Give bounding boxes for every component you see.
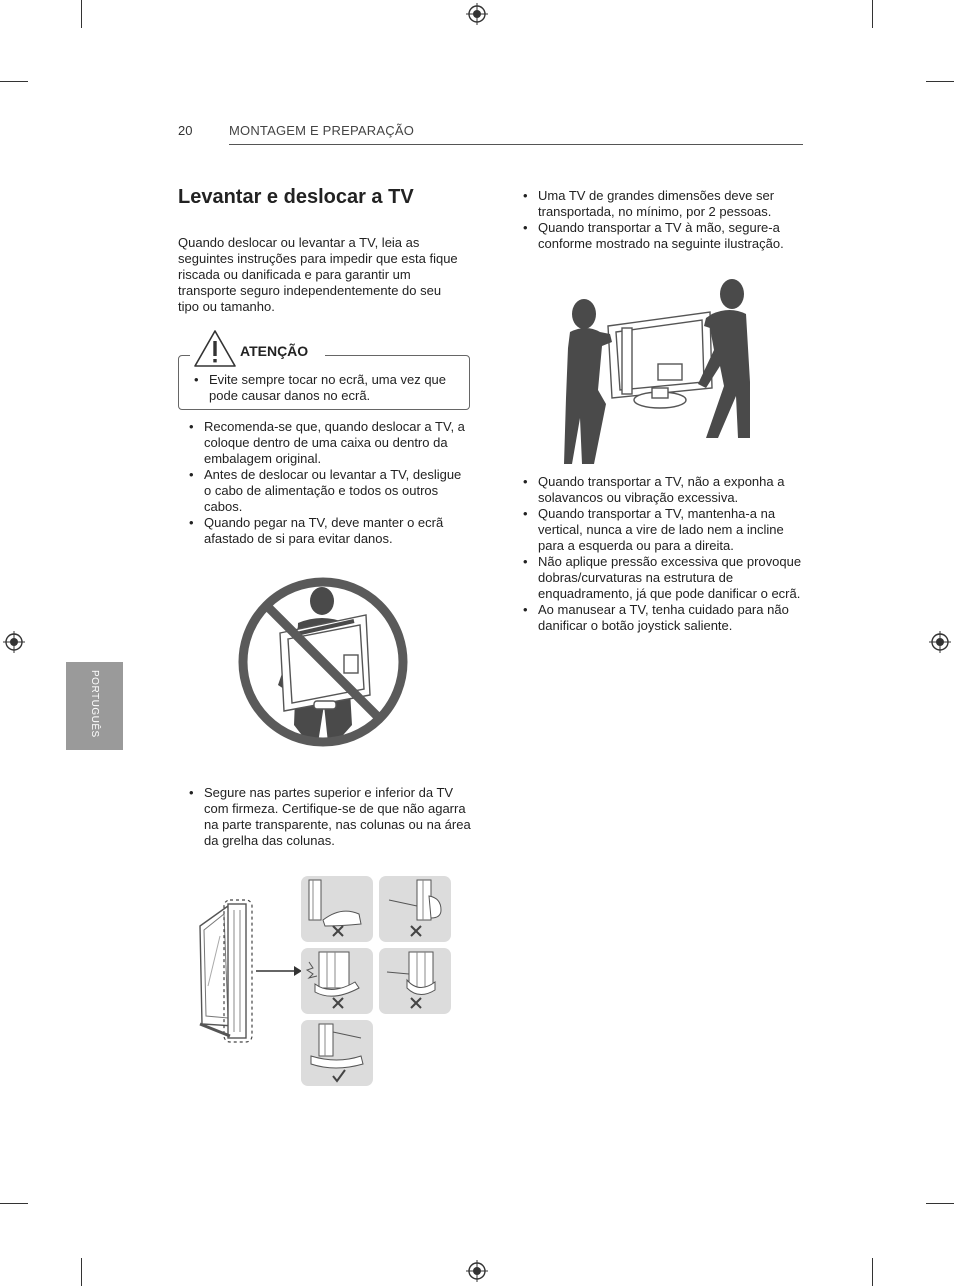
caution-label: ATENÇÃO — [240, 343, 309, 359]
crop-mark — [81, 1258, 82, 1286]
grip-panel-wrong-1 — [301, 876, 373, 942]
header-rule — [229, 144, 803, 145]
person-silhouette — [564, 299, 612, 464]
grip-panel-wrong-4 — [379, 948, 451, 1014]
registration-mark-icon — [466, 1260, 488, 1282]
list-item: • Quando pegar na TV, deve manter o ecrã afastado de si para evitar danos. — [178, 515, 470, 547]
crop-mark — [872, 1258, 873, 1286]
left-bullet-list — [178, 419, 470, 547]
registration-mark-icon — [929, 631, 951, 653]
list-item: • Uma TV de grandes dimensões deve ser transportada, no mínimo, por 2 pessoas. — [512, 188, 802, 220]
warning-triangle-icon — [193, 329, 237, 369]
list-item: • Recomenda-se que, quando deslocar a TV, a coloque dentro de uma caixa ou dentro da embalagem original. — [178, 419, 470, 467]
crop-mark — [926, 81, 954, 82]
crop-mark — [926, 1203, 954, 1204]
list-item: • Quando transportar a TV à mão, segure-a conforme mostrado na seguinte ilustração. — [512, 220, 802, 252]
intro-paragraph: Quando deslocar ou levantar a TV, leia as seguintes instruções para impedir que esta fique riscada ou danificada e para garantir um transporte seguro independentemente do seu tipo ou tamanho. — [178, 235, 458, 314]
crop-mark — [0, 1203, 28, 1204]
crop-mark — [872, 0, 873, 28]
wrong-carry-illustration — [236, 575, 410, 749]
list-item: • Evite sempre tocar no ecrã, uma vez que pode causar danos no ecrã. — [183, 372, 468, 404]
left-bullet-list-2 — [178, 785, 474, 849]
crop-mark — [0, 81, 28, 82]
grip-panel-correct — [301, 1020, 373, 1086]
page-number: 20 — [178, 123, 193, 138]
list-item: • Não aplique pressão excessiva que provoque dobras/curvaturas na estrutura de enquadramento, já que pode danificar o ecrã. — [512, 554, 802, 602]
list-item: • Antes de deslocar ou levantar a TV, desligue o cabo de alimentação e todos os outros cabos. — [178, 467, 470, 515]
tv-side-illustration — [194, 896, 304, 1048]
language-tab-label: PORTUGUÊS — [89, 670, 100, 738]
two-person-carry-illustration — [562, 278, 754, 464]
crop-mark — [81, 0, 82, 28]
registration-mark-icon — [466, 3, 488, 25]
page-title: Levantar e deslocar a TV — [178, 186, 414, 208]
right-bullet-list-top — [512, 188, 802, 252]
registration-mark-icon — [3, 631, 25, 653]
grip-panel-wrong-2 — [379, 876, 451, 942]
section-title: MONTAGEM E PREPARAÇÃO — [229, 123, 415, 138]
list-item: • Quando transportar a TV, não a exponha a solavancos ou vibração excessiva. — [512, 474, 802, 506]
list-item: • Quando transportar a TV, mantenha-a na vertical, nunca a vire de lado nem a incline para a esquerda ou para a direita. — [512, 506, 802, 554]
tv-outline — [608, 312, 712, 408]
list-item: • Segure nas partes superior e inferior da TV com firmeza. Certifique-se de que não agarra na parte transparente, nas colunas ou na área da grelha das colunas. — [178, 785, 474, 849]
grip-panel-wrong-3 — [301, 948, 373, 1014]
list-item: • Ao manusear a TV, tenha cuidado para não danificar o botão joystick saliente. — [512, 602, 802, 634]
caution-list — [183, 372, 468, 404]
right-bullet-list-bottom — [512, 474, 802, 634]
